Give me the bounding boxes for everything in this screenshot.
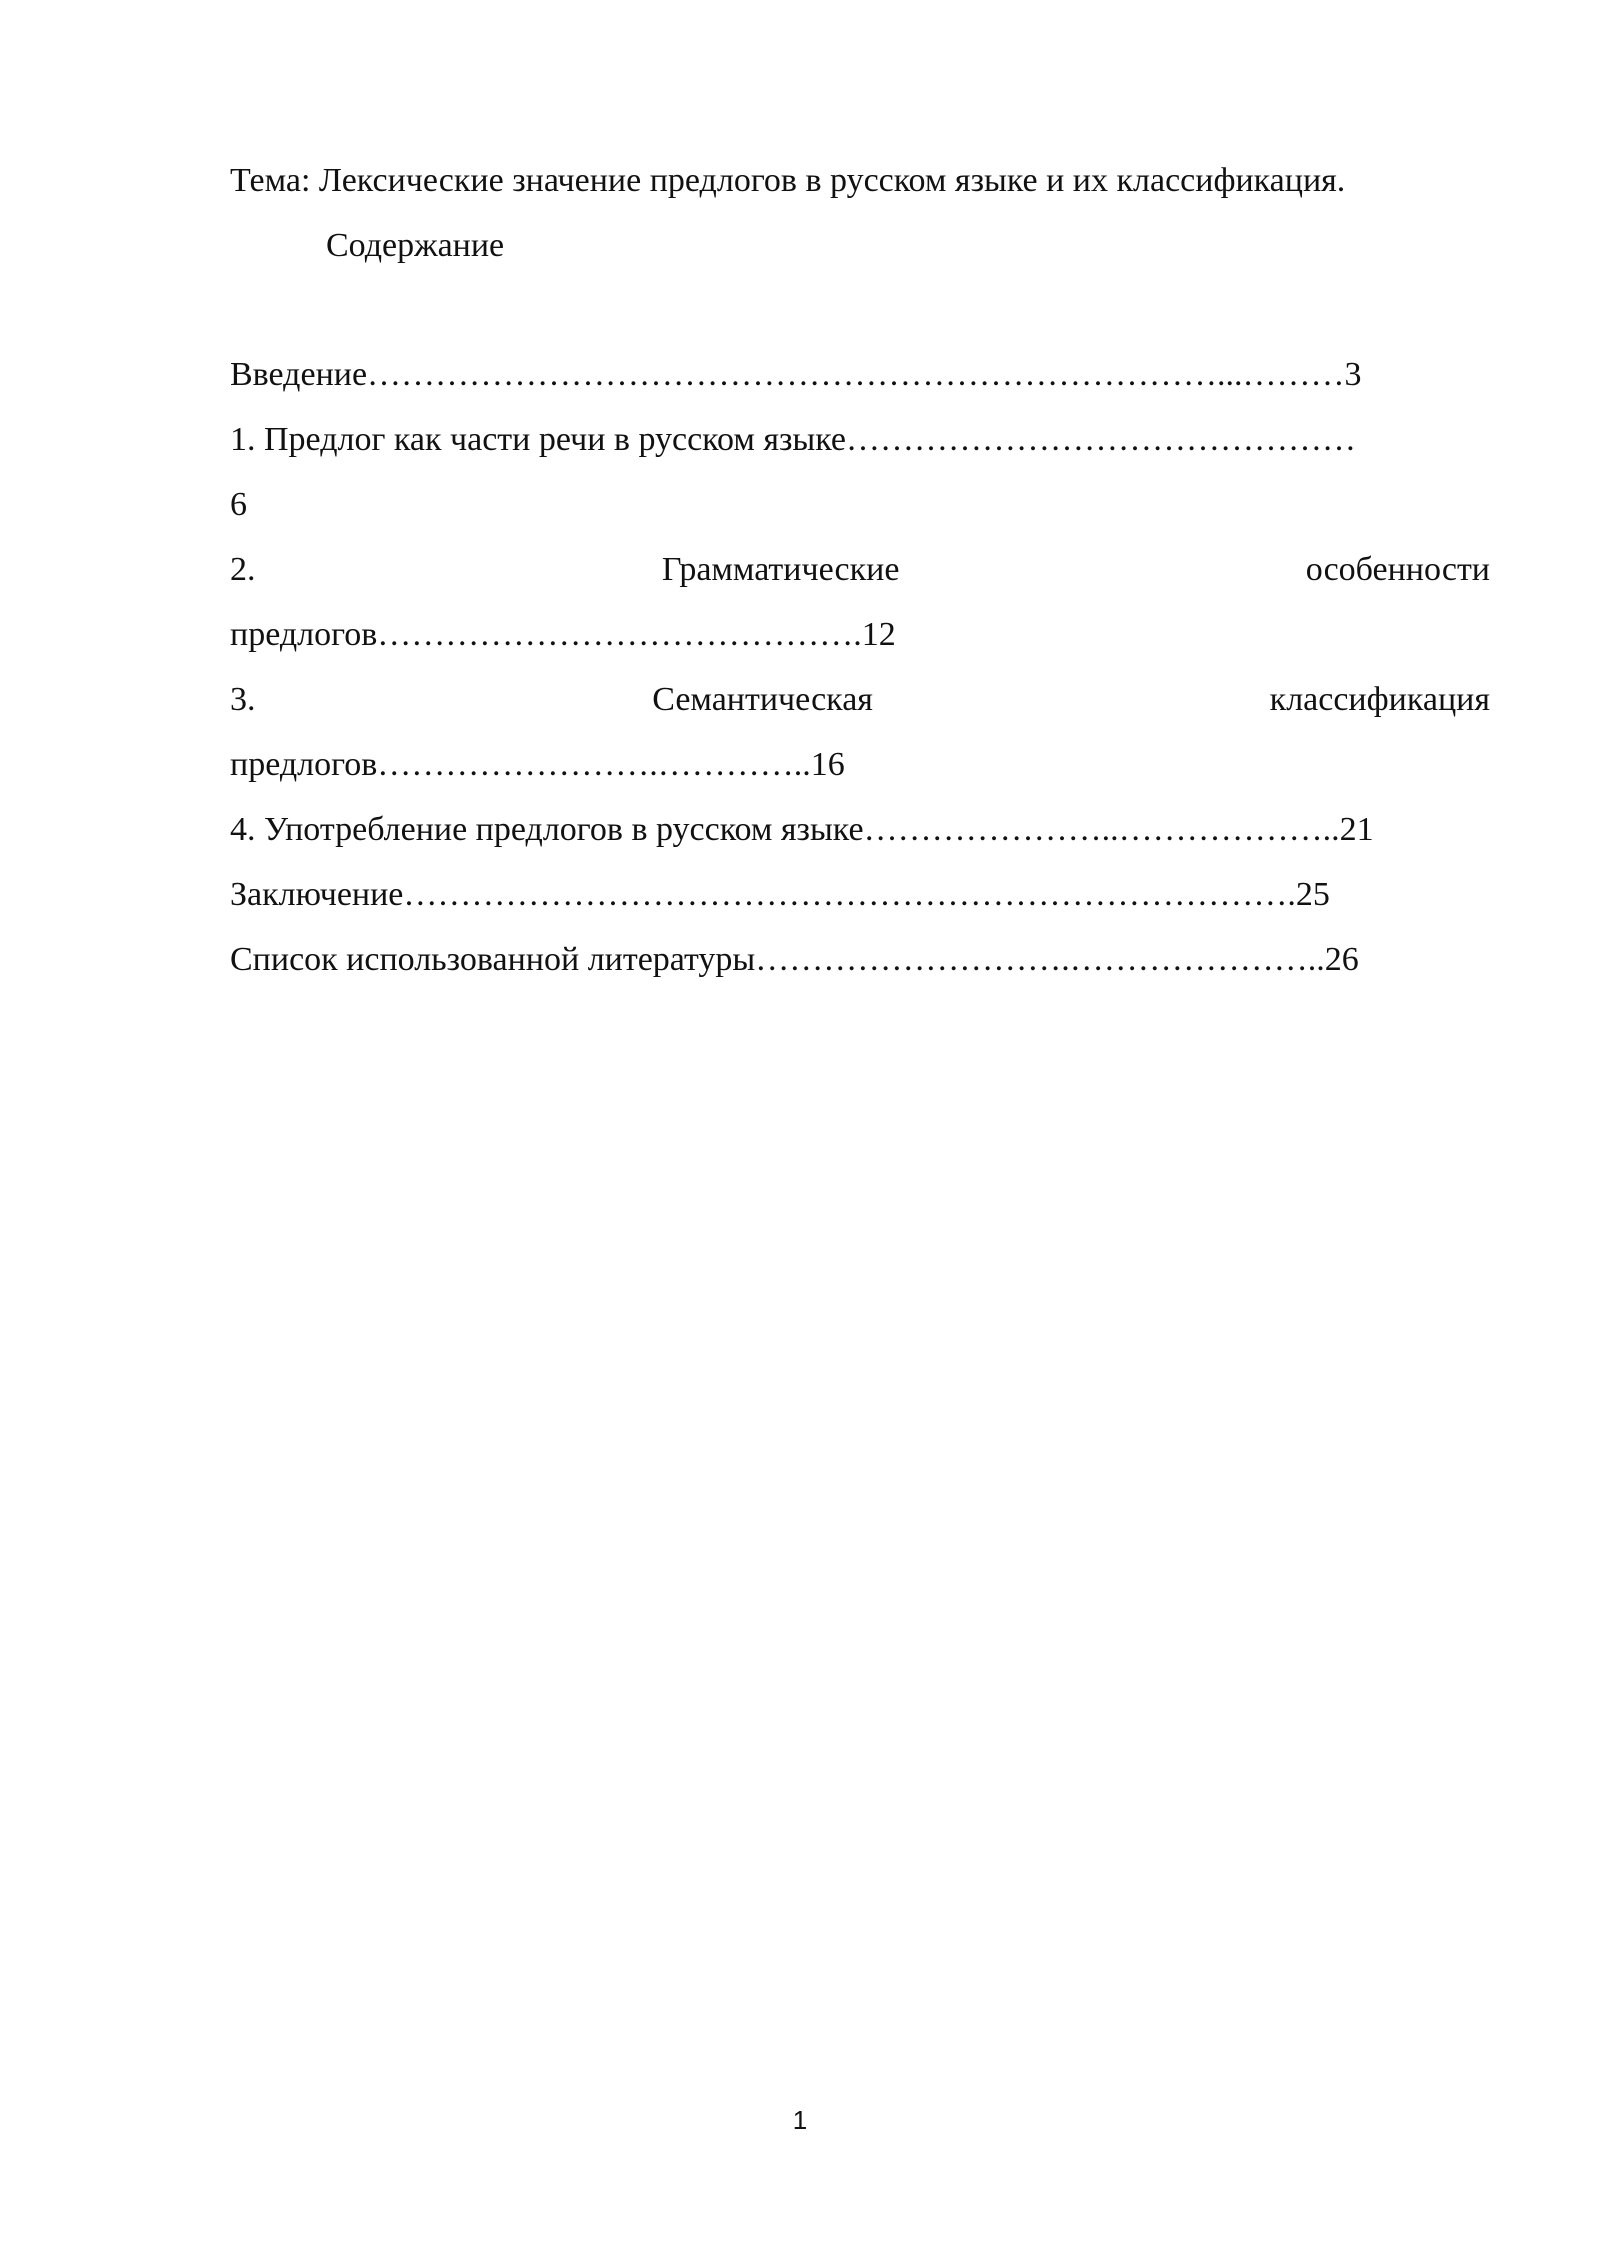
toc-heading: Содержание bbox=[326, 227, 505, 264]
document-body bbox=[230, 148, 1490, 992]
toc-entry-2-number: 2. bbox=[230, 551, 256, 588]
toc-entry-2-word-2: особенности bbox=[1305, 551, 1490, 588]
toc-entry-conclusion: Заключение…………………………………………………………………….25 bbox=[230, 876, 1330, 913]
toc-entry-3-word-1: Семантическая bbox=[652, 681, 873, 718]
toc-entry-3-word-2: классификация bbox=[1269, 681, 1490, 718]
toc-entry-3-number: 3. bbox=[230, 681, 256, 718]
topic-line: Тема: Лексические значение предлогов в русском языке и их классификация. bbox=[230, 162, 1346, 199]
toc-entry-2 bbox=[230, 537, 1490, 602]
toc-entry-2-continuation: предлогов…………………………………….12 bbox=[230, 616, 896, 653]
toc-entry-2-word-1: Грамматические bbox=[661, 551, 900, 588]
toc-entry-4: 4. Употребление предлогов в русском языке…………………..………………..21 bbox=[230, 811, 1374, 848]
toc-entry-1-page: 6 bbox=[230, 486, 247, 523]
toc-entry-1: 1. Предлог как части речи в русском языке……………………………………… bbox=[230, 421, 1357, 458]
page-number: 1 bbox=[792, 2105, 808, 2135]
toc-entry-bibliography: Список использованной литературы……………………….…………………..26 bbox=[230, 941, 1359, 978]
toc-entry-3 bbox=[230, 667, 1490, 732]
blank-line bbox=[230, 278, 1490, 342]
toc-entry-3-continuation: предлогов…………………….…………..16 bbox=[230, 746, 845, 783]
toc-entry-introduction: Введение…………………………………………………………………...………3 bbox=[230, 356, 1362, 393]
